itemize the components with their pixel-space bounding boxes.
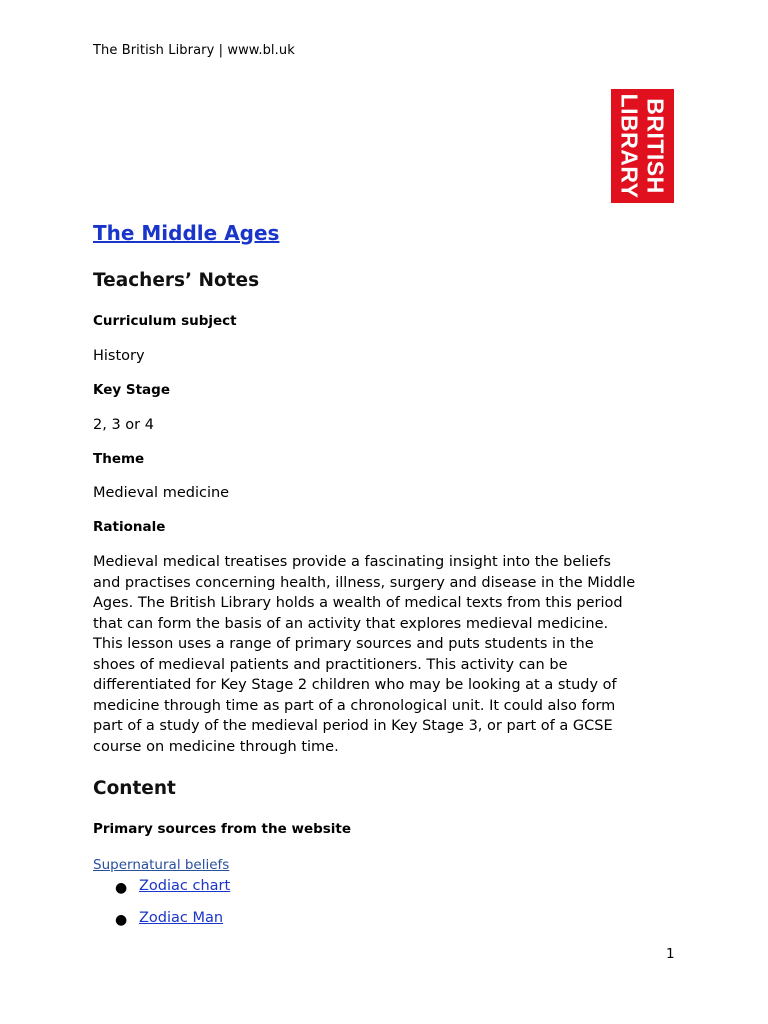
theme-value: Medieval medicine — [93, 485, 230, 501]
bullet-icon: ● — [115, 880, 128, 896]
rationale-label: Rationale — [93, 519, 166, 535]
bullet-icon: ● — [115, 912, 128, 928]
rationale-line: differentiated for Key Stage 2 children who may be looking at a study of — [93, 677, 617, 693]
rationale-line: Ages. The British Library holds a wealth of medical texts from this period — [93, 595, 623, 611]
logo-text-library: LIBRARY — [616, 93, 643, 199]
teachers-notes-heading: Teachers’ Notes — [93, 270, 260, 291]
key-stage-value: 2, 3 or 4 — [93, 417, 154, 433]
rationale-line: and practises concerning health, illness, surgery and disease in the Middle — [93, 574, 636, 591]
zodiac-chart-link[interactable]: Zodiac chart — [139, 878, 231, 894]
rationale-paragraph — [93, 552, 683, 757]
curriculum-subject-label: Curriculum subject — [93, 313, 237, 329]
list-item — [93, 910, 230, 942]
page-header: The British Library | www.bl.uk — [93, 43, 295, 58]
supernatural-beliefs-link[interactable]: Supernatural beliefs — [93, 857, 230, 873]
theme-label: Theme — [93, 451, 145, 467]
rationale-line: course on medicine through time. — [93, 738, 339, 755]
rationale-line: part of a study of the medieval period in Key Stage 3, or part of a GCSE — [93, 718, 613, 734]
rationale-line: This lesson uses a range of primary sources and puts students in the — [93, 636, 594, 652]
primary-sources-label: Primary sources from the website — [93, 821, 352, 837]
rationale-line: medicine through time as part of a chronological unit. It could also form — [93, 697, 616, 714]
logo-text-british: BRITISH — [642, 98, 669, 194]
curriculum-subject-value: History — [93, 348, 145, 364]
list-item — [93, 878, 230, 910]
rationale-line: shoes of medieval patients and practitioners. This activity can be — [93, 656, 568, 673]
source-link-list — [93, 878, 230, 942]
rationale-line: that can form the basis of an activity that explores medieval medicine. — [93, 615, 609, 632]
page-number: 1 — [666, 946, 675, 962]
document-title-link[interactable]: The Middle Ages — [93, 221, 280, 245]
content-heading: Content — [93, 778, 176, 799]
rationale-line: Medieval medical treatises provide a fascinating insight into the beliefs — [93, 554, 611, 570]
zodiac-man-link[interactable]: Zodiac Man — [139, 910, 224, 926]
key-stage-label: Key Stage — [93, 382, 170, 398]
british-library-logo — [611, 89, 674, 203]
